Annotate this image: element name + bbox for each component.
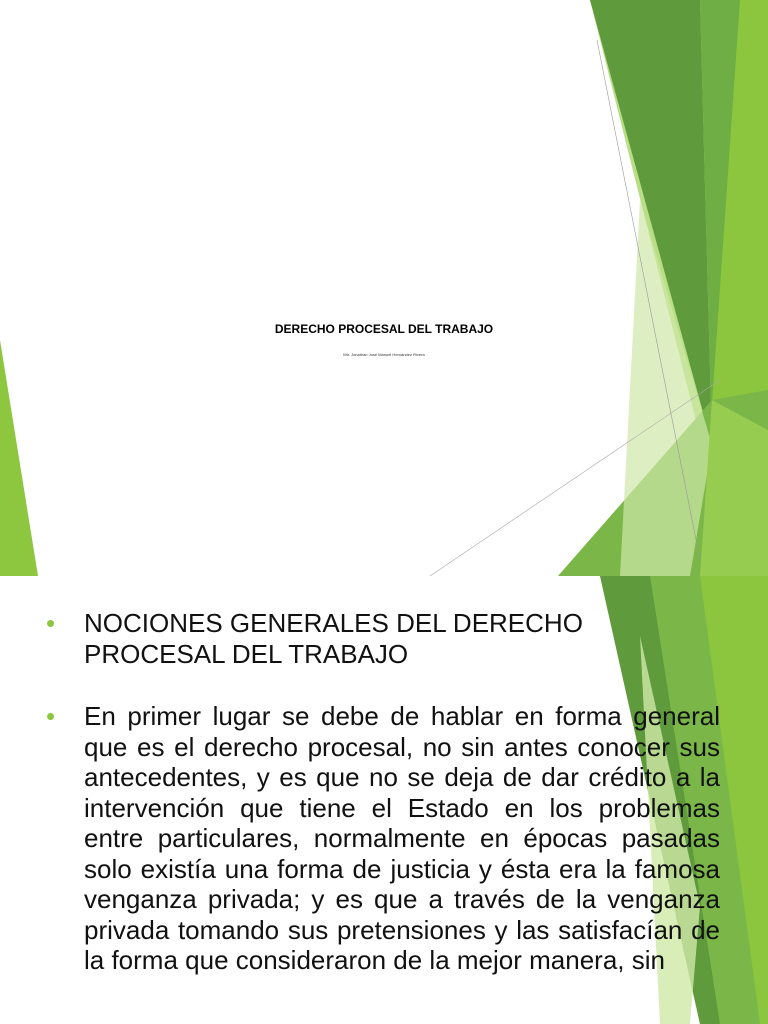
bullet-dot-icon: • xyxy=(46,701,56,731)
bullet-list xyxy=(46,608,720,976)
content-slide xyxy=(0,576,768,1024)
bullet-item xyxy=(46,701,720,976)
bullet-dot-icon: • xyxy=(46,608,56,638)
left-facet xyxy=(0,340,38,576)
slide-title: DERECHO PROCESAL DEL TRABAJO xyxy=(274,322,494,336)
bullet-item xyxy=(46,608,720,669)
bullet-text: En primer lugar se debe de hablar en forma general que es el derecho procesal, no sin antes conocer sus antecedentes, y es que no se deja de dar crédito a la intervención que tiene el Estado en los problemas entre particulares, normalmente en épocas pasadas solo existía una forma de justicia y ésta era la famosa venganza privada; y es que a través de la venganza privada tomando sus pretensiones y las satisfacían de la forma que consideraron de la mejor manera, sin xyxy=(84,701,720,975)
corner-facet xyxy=(700,400,768,576)
slide-subtitle: Mtr. Jonathan José Manuel Hernández Rivera xyxy=(343,352,425,357)
bullet-text: NOCIONES GENERALES DEL DERECHO PROCESAL DEL TRABAJO xyxy=(84,608,583,669)
